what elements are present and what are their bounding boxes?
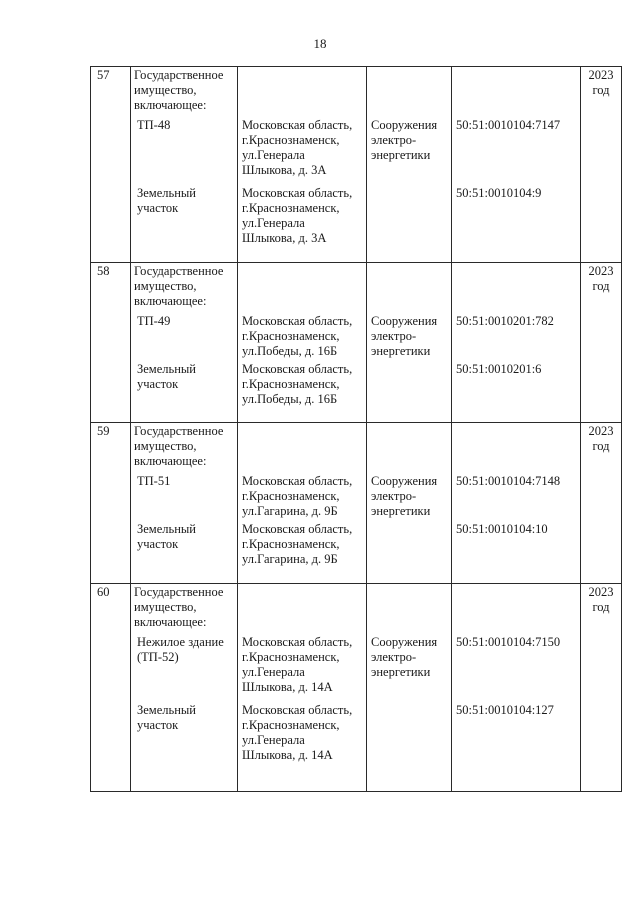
item-address-line: ул.Генерала: [242, 733, 305, 747]
item-address: [242, 635, 352, 695]
item-address-line: ул.Генерала: [242, 216, 305, 230]
item-category-line: электро-: [371, 489, 417, 503]
group-header: [134, 424, 223, 469]
item-name-line: участок: [137, 201, 179, 215]
item-address-line: г.Краснознаменск,: [242, 377, 340, 391]
item-address: [242, 186, 352, 246]
item-name: [137, 522, 196, 552]
year-cell-line: год: [592, 83, 610, 97]
row-divider: [90, 262, 622, 263]
item-address-line: Московская область,: [242, 118, 353, 132]
item-name-line: Земельный: [137, 362, 196, 376]
item-address-line: ул.Генерала: [242, 665, 305, 679]
property-table: [90, 66, 622, 792]
item-address-line: Московская область,: [242, 474, 353, 488]
item-address-line: г.Краснознаменск,: [242, 201, 340, 215]
item-cadastral-number: 50:51:0010201:6: [456, 362, 542, 376]
item-cadastral-number: 50:51:0010201:782: [456, 314, 554, 328]
item-name: [137, 703, 196, 733]
year-cell-line: год: [592, 279, 610, 293]
item-category-line: энергетики: [371, 665, 431, 679]
group-header-line: включающее:: [134, 615, 207, 629]
year-cell-line: 2023: [588, 424, 614, 438]
group-header: [134, 585, 223, 630]
item-address-line: Московская область,: [242, 362, 353, 376]
group-header-line: Государственное: [134, 68, 224, 82]
item-address-line: Шлыкова, д. 3А: [242, 163, 327, 177]
group-header-line: включающее:: [134, 294, 207, 308]
item-address-line: Шлыкова, д. 14А: [242, 680, 333, 694]
item-name-line: Земельный: [137, 186, 196, 200]
row-number: 57: [97, 68, 110, 82]
row-number: 58: [97, 264, 110, 278]
item-address-line: Московская область,: [242, 522, 353, 536]
item-name: [137, 362, 196, 392]
item-cadastral-number: 50:51:0010104:10: [456, 522, 548, 536]
item-address-line: ул.Победы, д. 16Б: [242, 392, 338, 406]
group-header-line: Государственное: [134, 424, 224, 438]
group-header: [134, 68, 223, 113]
group-header: [134, 264, 223, 309]
item-address-line: Шлыкова, д. 14А: [242, 748, 333, 762]
item-address-line: Московская область,: [242, 703, 353, 717]
item-address: [242, 474, 352, 519]
group-header-line: имущество,: [134, 83, 197, 97]
item-address-line: г.Краснознаменск,: [242, 489, 340, 503]
item-name-line: участок: [137, 537, 179, 551]
table-bottom-border: [90, 791, 622, 792]
item-address-line: Московская область,: [242, 635, 353, 649]
item-category-line: энергетики: [371, 148, 431, 162]
item-category-line: Сооружения: [371, 314, 438, 328]
item-name: [137, 186, 196, 216]
item-category-line: Сооружения: [371, 635, 438, 649]
item-address-line: г.Краснознаменск,: [242, 133, 340, 147]
item-address-line: г.Краснознаменск,: [242, 650, 340, 664]
item-category: [371, 118, 437, 163]
item-category: [371, 474, 437, 519]
column-divider: [580, 66, 581, 792]
column-divider: [451, 66, 452, 792]
item-cadastral-number: 50:51:0010104:9: [456, 186, 542, 200]
item-address: [242, 314, 352, 359]
row-divider: [90, 66, 622, 67]
item-address: [242, 703, 352, 763]
item-address-line: г.Краснознаменск,: [242, 718, 340, 732]
year-cell-line: год: [592, 439, 610, 453]
item-address: [242, 362, 352, 407]
item-cadastral-number: 50:51:0010104:127: [456, 703, 554, 717]
item-category-line: электро-: [371, 133, 417, 147]
item-address-line: ул.Гагарина, д. 9Б: [242, 552, 338, 566]
year-cell-line: год: [592, 600, 610, 614]
column-divider: [237, 66, 238, 792]
column-divider: [90, 66, 91, 792]
item-address: [242, 118, 352, 178]
year-cell: [584, 585, 618, 615]
item-category-line: Сооружения: [371, 474, 438, 488]
group-header-line: Государственное: [134, 585, 224, 599]
group-header-line: включающее:: [134, 98, 207, 112]
group-header-line: имущество,: [134, 279, 197, 293]
item-name-line: участок: [137, 377, 179, 391]
item-name-line: Земельный: [137, 522, 196, 536]
row-number: 60: [97, 585, 110, 599]
item-address-line: г.Краснознаменск,: [242, 537, 340, 551]
item-name-line: Земельный: [137, 703, 196, 717]
year-cell: [584, 68, 618, 98]
item-cadastral-number: 50:51:0010104:7150: [456, 635, 561, 649]
column-divider: [366, 66, 367, 792]
item-category-line: энергетики: [371, 344, 431, 358]
item-address: [242, 522, 352, 567]
year-cell-line: 2023: [588, 68, 614, 82]
item-name-line: (ТП-52): [137, 650, 179, 664]
item-category-line: электро-: [371, 329, 417, 343]
item-address-line: Шлыкова, д. 3А: [242, 231, 327, 245]
item-address-line: Московская область,: [242, 186, 353, 200]
item-category-line: энергетики: [371, 504, 431, 518]
item-address-line: ул.Победы, д. 16Б: [242, 344, 338, 358]
year-cell-line: 2023: [588, 585, 614, 599]
item-category: [371, 635, 437, 680]
item-address-line: ул.Генерала: [242, 148, 305, 162]
group-header-line: включающее:: [134, 454, 207, 468]
group-header-line: имущество,: [134, 439, 197, 453]
item-name: [137, 314, 170, 329]
item-name: [137, 474, 170, 489]
item-address-line: г.Краснознаменск,: [242, 329, 340, 343]
item-category-line: электро-: [371, 650, 417, 664]
column-divider: [130, 66, 131, 792]
item-cadastral-number: 50:51:0010104:7148: [456, 474, 561, 488]
item-name-line: участок: [137, 718, 179, 732]
item-name-line: ТП-49: [137, 314, 171, 328]
row-divider: [90, 583, 622, 584]
year-cell: [584, 424, 618, 454]
item-address-line: Московская область,: [242, 314, 353, 328]
year-cell: [584, 264, 618, 294]
group-header-line: Государственное: [134, 264, 224, 278]
row-number: 59: [97, 424, 110, 438]
item-category: [371, 314, 437, 359]
item-name: [137, 118, 170, 133]
column-divider: [621, 66, 622, 792]
page-number: 18: [313, 36, 327, 51]
item-cadastral-number: 50:51:0010104:7147: [456, 118, 561, 132]
item-category-line: Сооружения: [371, 118, 438, 132]
row-divider: [90, 422, 622, 423]
item-name-line: ТП-48: [137, 118, 171, 132]
item-name: [137, 635, 224, 665]
item-name-line: ТП-51: [137, 474, 171, 488]
item-name-line: Нежилое здание: [137, 635, 224, 649]
year-cell-line: 2023: [588, 264, 614, 278]
group-header-line: имущество,: [134, 600, 197, 614]
item-address-line: ул.Гагарина, д. 9Б: [242, 504, 338, 518]
